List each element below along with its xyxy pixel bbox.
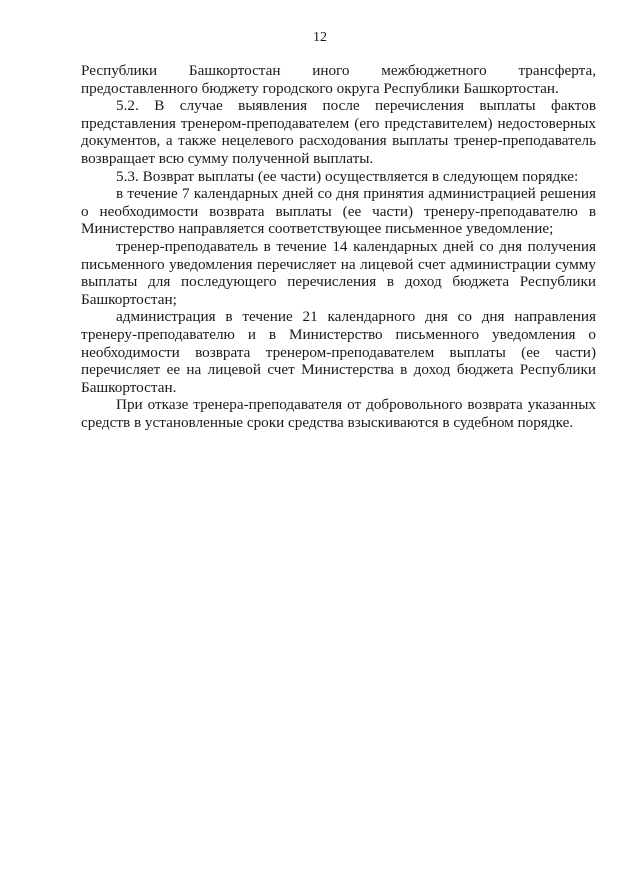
paragraph-step-3: администрация в течение 21 календарного дня со дня направления тренеру-преподавателю и в Министерство письменного уведомления о необходимости возврата тренером-преподавателем выплаты (ее части) перечисляет ее на лицевой счет Министерства в доход бюджета Республики Башкортостан.	[81, 308, 596, 396]
paragraph-5-2: 5.2. В случае выявления после перечисления выплаты фактов представления тренером-преподавателем (его представителем) недостоверных документов, а также нецелевого расходования выплаты тренер-преподаватель возвращает всю сумму полученной выплаты.	[81, 97, 596, 167]
paragraph-refusal: При отказе тренера-преподавателя от добровольного возврата указанных средств в установленные сроки средства взыскиваются в судебном порядке.	[81, 396, 596, 431]
paragraph-step-1: в течение 7 календарных дней со дня принятия администрацией решения о необходимости возврата выплаты (ее части) тренеру-преподавателю в Министерство направляется соответствующее письменное уведомление;	[81, 185, 596, 238]
paragraph-1: Республики Башкортостан иного межбюджетного трансферта, предоставленного бюджету городского округа Республики Башкортостан.	[81, 62, 596, 97]
paragraph-step-2: тренер-преподаватель в течение 14 календарных дней со дня получения письменного уведомления перечисляет на лицевой счет администрации сумму выплаты для последующего перечисления в доход бюджета Республики Башкортостан;	[81, 237, 596, 308]
paragraph-5-3: 5.3. Возврат выплаты (ее части) осуществляется в следующем порядке:	[116, 167, 579, 185]
page-number: 12	[313, 30, 327, 45]
document-body	[81, 62, 596, 431]
